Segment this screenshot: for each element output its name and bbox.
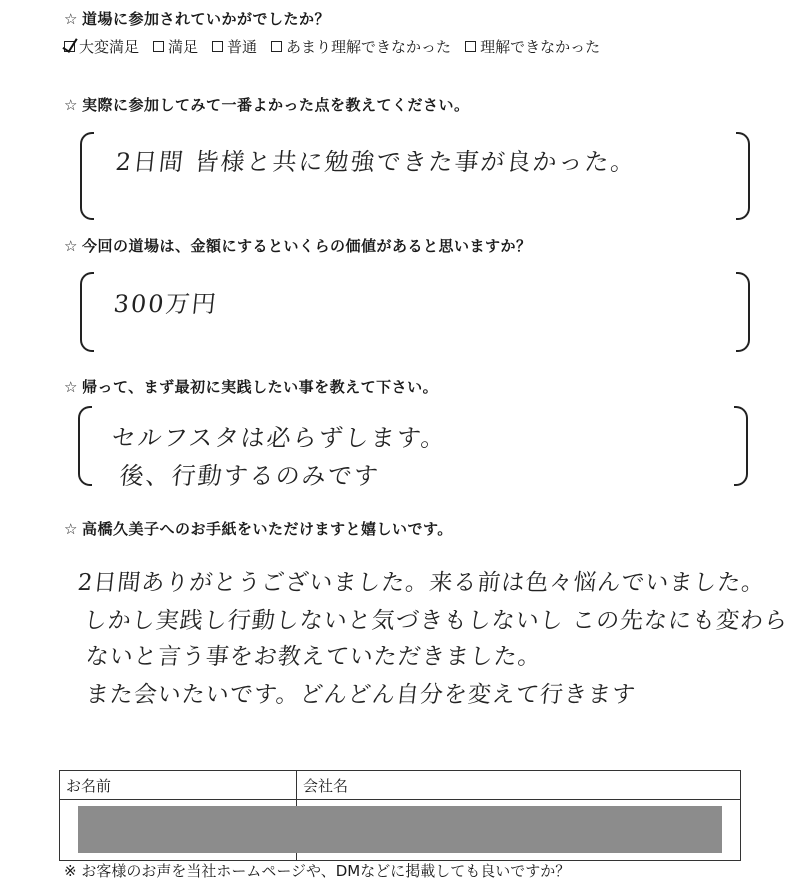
option-not-understood-at-all[interactable]: [465, 36, 600, 57]
checkbox-icon[interactable]: [271, 41, 282, 52]
star-icon: ☆: [64, 10, 78, 28]
option-label: 普通: [227, 38, 258, 56]
option-satisfied[interactable]: [153, 36, 198, 57]
question-1-text: 道場に参加されていかがでしたか？: [81, 10, 330, 28]
answer-4-line-1: セルフスタは必らずします。: [110, 424, 449, 452]
question-3: [64, 235, 531, 256]
answer-3-handwriting: 300万円: [112, 290, 220, 318]
question-1: [64, 8, 330, 29]
letter-line-4: また会いたいです。どんどん自分を変えて行きます: [84, 682, 638, 708]
question-5: [64, 518, 453, 539]
option-label: あまり理解できなかった: [286, 38, 452, 56]
question-5-text: 高橋久美子へのお手紙をいただけますと嬉しいです。: [81, 520, 453, 538]
question-3-text: 今回の道場は、金額にするといくらの価値があると思いますか？: [81, 237, 532, 255]
answer-bracket-left: [80, 272, 94, 352]
question-2: [64, 94, 469, 115]
checkbox-icon[interactable]: [153, 41, 164, 52]
letter-line-2: しかし実践し行動しないと気づきもしないし この先なにも変わら: [82, 608, 790, 634]
letter-line-3: ないと言う事をお教えていただきました。: [84, 644, 544, 670]
star-icon: ☆: [64, 96, 78, 114]
checkbox-icon[interactable]: [465, 41, 476, 52]
answer-4-line-2: 後、行動するのみです: [118, 462, 382, 490]
answer-bracket-right: [736, 132, 750, 220]
star-icon: ☆: [64, 378, 78, 396]
question-2-text: 実際に参加してみて一番よかった点を教えてください。: [81, 96, 470, 114]
option-label: 理解できなかった: [480, 38, 601, 56]
answer-bracket-right: [736, 272, 750, 352]
option-label: 満足: [168, 38, 199, 56]
redaction-block: [78, 806, 722, 853]
letter-line-1: 2日間ありがとうございました。来る前は色々悩んでいました。: [76, 570, 767, 596]
option-not-understood[interactable]: [271, 36, 451, 57]
answer-2-handwriting: 2日間 皆様と共に勉強できた事が良かった。: [114, 148, 639, 176]
question-4: [64, 376, 438, 397]
publication-consent-note: ※ お客様のお声を当社ホームページや、DMなどに掲載しても良いですか？: [64, 862, 571, 880]
satisfaction-options: [64, 36, 600, 57]
checkbox-checked-icon[interactable]: [64, 41, 75, 52]
star-icon: ☆: [64, 237, 78, 255]
checkbox-icon[interactable]: [212, 41, 223, 52]
answer-bracket-left: [78, 406, 92, 486]
answer-bracket-right: [734, 406, 748, 486]
name-label: お名前: [60, 771, 297, 800]
option-normal[interactable]: [212, 36, 257, 57]
company-label: 会社名: [297, 771, 741, 800]
answer-bracket-left: [80, 132, 94, 220]
star-icon: ☆: [64, 520, 78, 538]
question-4-text: 帰って、まず最初に実践したい事を教えて下さい。: [81, 378, 439, 396]
option-label: 大変満足: [79, 38, 140, 56]
option-very-satisfied[interactable]: [64, 36, 139, 57]
